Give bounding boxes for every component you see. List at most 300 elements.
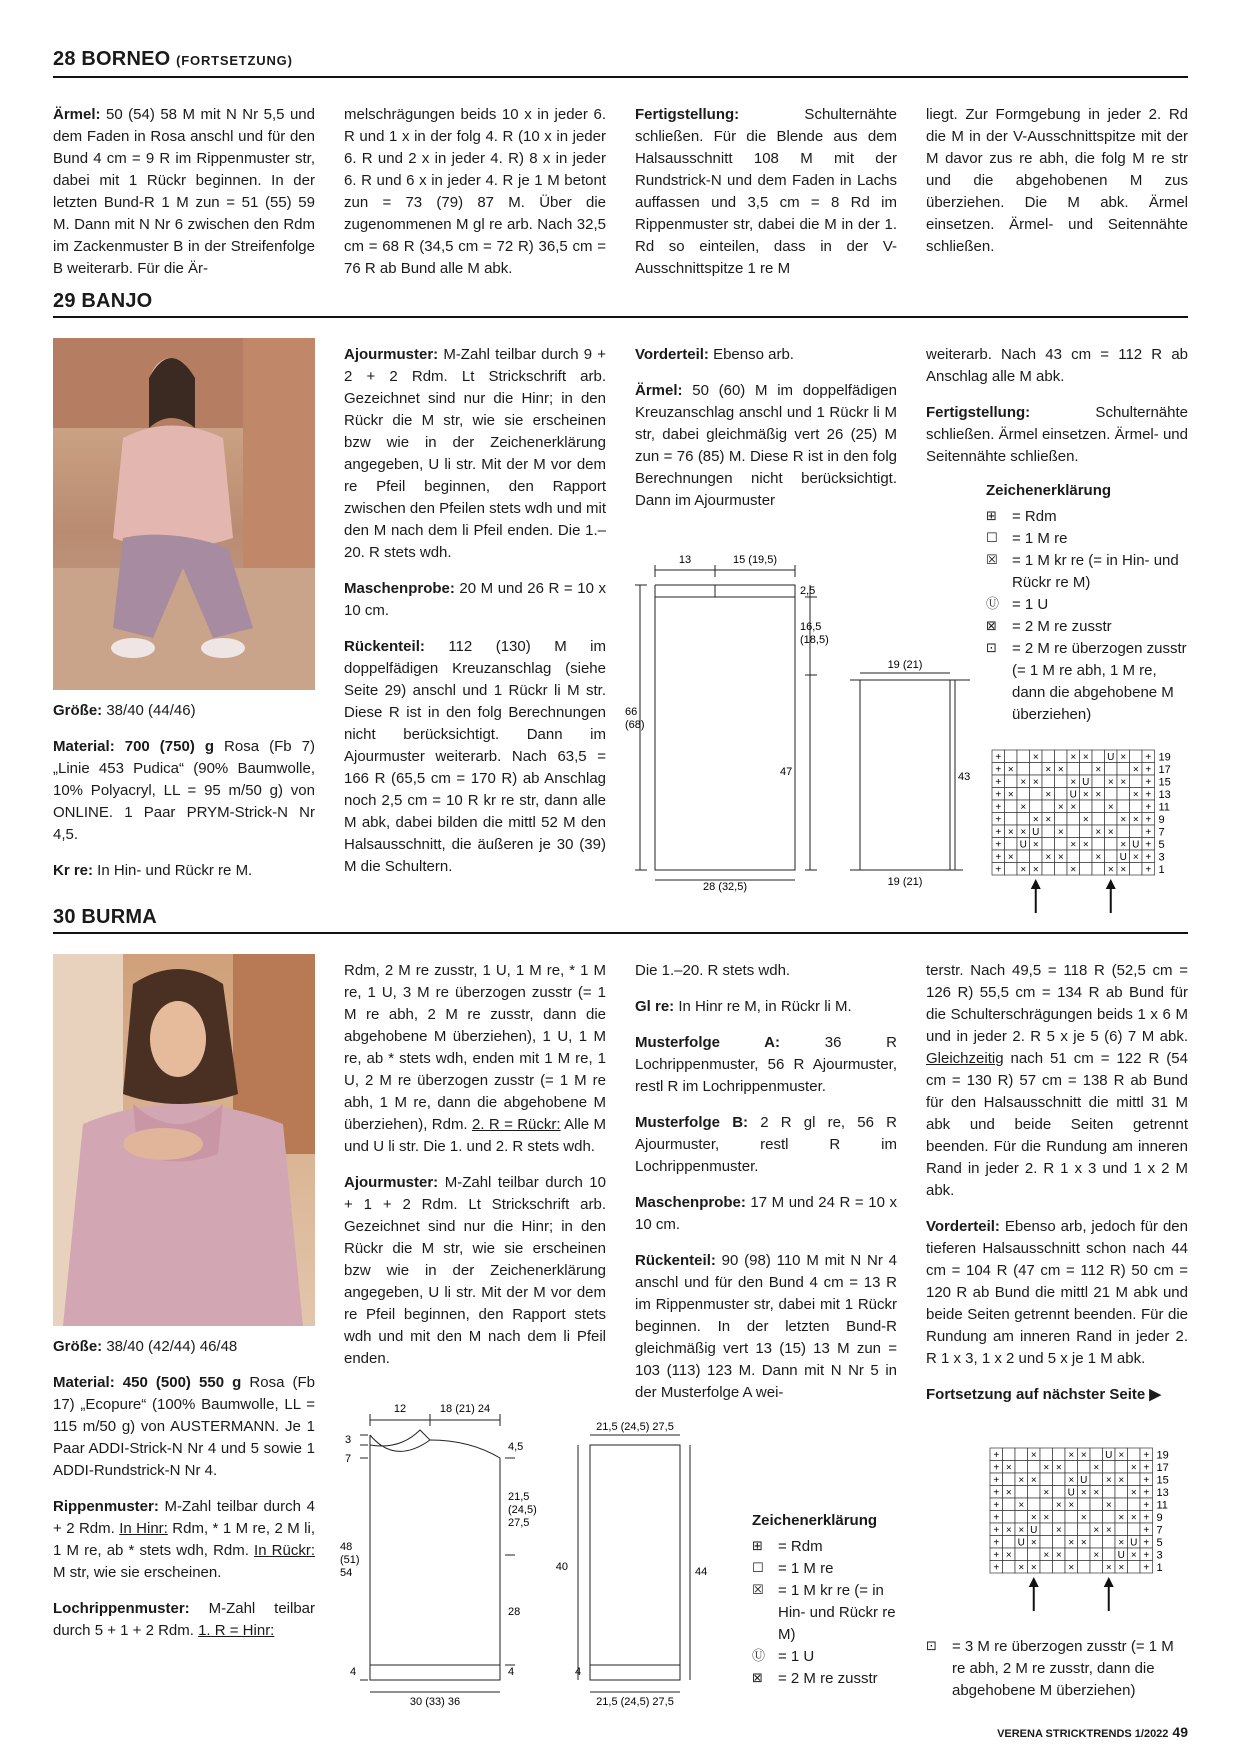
legend-text: = 2 M re zusstr (778, 1670, 878, 1687)
chart-symbol: + (993, 1512, 1000, 1524)
dim-label: 13 (678, 554, 692, 566)
chart-symbol: + (1143, 1487, 1150, 1499)
chart-cell (1117, 825, 1130, 838)
chart-cell (1065, 1548, 1078, 1561)
text-column: Größe: 38/40 (42/44) 46/48 Material: 450 (500) 550 g Rosa (Fb 17) „Ecopure“ (100% Baumwolle, LL = 115 m/50 g) von AUSTERMANN. Je 1 Paar ADDI-Strick-N Nr 4 und 5 sowie 1 ADDI-Rundstrick-N Nr 4. Rippenmuster: M-Zahl teilbar durch 4 + 2 Rdm. In Hinr: Rdm, * 1 M re, 2 M li, 1 M re, ab * stets wdh, Rdm. In Rückr: M str, wie sie erscheinen. Lochrippenmuster: M-Zahl teilbar durch 5 + 1 + 2 Rdm. 1. R = Hinr: (53, 1338, 315, 1639)
chart-cell (1055, 750, 1068, 763)
text-column: Ärmel: 50 (54) 58 M mit N Nr 5,5 und dem Faden in Rosa anschl und für den Bund 4 cm = 9 R im Rippenmuster str, dabei mit 1 Rückr beginnen. In der letzten Bund-R 1 M zun = 51 (55) 59 M. Dann mit N Nr 6 zwischen den Rdm im Zackenmuster B in der Streifenfolge B weiterarb. Für die Är- (53, 106, 315, 277)
section-header-28 (53, 48, 1188, 78)
chart-symbol: × (1082, 814, 1089, 826)
chart-symbol: U (1032, 827, 1040, 838)
row-number: 7 (1158, 826, 1165, 839)
row-number: 3 (1156, 1549, 1163, 1562)
dim-label: 16,5 (800, 621, 822, 633)
chart-cell (1115, 1461, 1128, 1474)
chart-symbol: × (1068, 1475, 1075, 1486)
chart-symbol: × (1070, 752, 1077, 763)
dim-label: 21,5 (508, 1491, 530, 1503)
chart-cell (1067, 763, 1080, 776)
chart-cell (1042, 750, 1055, 763)
chart-cell (1092, 813, 1105, 826)
schematic-diagram-30 (340, 1400, 760, 1710)
chart-symbol: × (1068, 1500, 1075, 1511)
chart-cell (1115, 1486, 1128, 1499)
chart-symbol: + (1143, 1512, 1150, 1524)
row-number: 11 (1156, 1499, 1168, 1512)
chart-cell (1067, 825, 1080, 838)
chart-cell (1092, 838, 1105, 851)
dim-label: 48 (340, 1541, 353, 1553)
chart-symbol: × (1057, 802, 1064, 813)
legend-symbol-icon: ⊠ (752, 1671, 763, 1686)
chart-symbol: × (1095, 789, 1102, 801)
chart-cell (1067, 850, 1080, 863)
chart-symbol: + (1145, 814, 1152, 826)
chart-cell (1092, 800, 1105, 813)
chart-cell (1055, 838, 1068, 851)
row-number: 3 (1158, 851, 1165, 864)
chart-symbol: × (1068, 1562, 1075, 1574)
chart-symbol: × (1132, 852, 1139, 863)
dim-label: 40 (555, 1561, 568, 1573)
chart-cell (1103, 1461, 1116, 1474)
legend-text: = 1 M re (1012, 530, 1068, 547)
chart-cell (1117, 763, 1130, 776)
chart-cell (1092, 863, 1105, 876)
decrease-symbol-icon: ⊡ (926, 1639, 937, 1654)
chart-cell (1003, 1536, 1016, 1549)
chart-symbol: U (1119, 852, 1127, 863)
legend-extra-30: ⊡ = 3 M re überzogen zusstr (= 1 M re abh, 2 M re zusstr, dann die abgehobene M überziehen) (926, 1636, 1188, 1702)
arrow-head-icon (1029, 1577, 1039, 1587)
legend-row (752, 1668, 912, 1690)
dim-label: 4 (508, 1666, 515, 1678)
dim-label: 3 (345, 1434, 352, 1446)
chart-symbol: × (1043, 1462, 1050, 1474)
chart-cell (1080, 763, 1093, 776)
chart-symbol: + (1145, 802, 1152, 813)
chart-symbol: × (1032, 864, 1039, 876)
dim-label: (24,5) (508, 1504, 537, 1516)
legend-symbol-icon: ⊞ (752, 1539, 763, 1554)
legend-row (752, 1558, 912, 1580)
chart-symbol: × (1130, 1550, 1137, 1561)
chart-symbol: × (1018, 1500, 1025, 1511)
chart-symbol: + (1143, 1525, 1150, 1536)
row-number: 15 (1158, 776, 1171, 789)
chart-symbol: × (1107, 864, 1114, 876)
legend-row (986, 550, 1188, 594)
chart-symbol: × (1120, 839, 1127, 851)
chart-symbol: U (1030, 1525, 1038, 1536)
chart-cell (1103, 1511, 1116, 1524)
dim-label: 30 (33) 36 (409, 1696, 461, 1708)
chart-symbol: + (1145, 777, 1152, 788)
dim-label: 4,5 (508, 1441, 524, 1453)
chart-symbol: × (1093, 1462, 1100, 1474)
chart-symbol: + (993, 1537, 1000, 1549)
dim-label: 27,5 (508, 1517, 530, 1529)
dim-label: (51) (340, 1554, 360, 1566)
chart-symbol: × (1095, 764, 1102, 776)
chart-symbol: × (1080, 1537, 1087, 1549)
section-subtitle: (FORTSETZUNG) (176, 53, 293, 68)
chart-symbol: × (1080, 1487, 1087, 1499)
chart-cell (1040, 1498, 1053, 1511)
chart-symbol: × (1070, 839, 1077, 851)
chart-symbol: × (1005, 1550, 1012, 1561)
chart-cell (1005, 800, 1018, 813)
chart-cell (1042, 863, 1055, 876)
chart-symbol: + (1145, 839, 1152, 851)
chart-symbol: + (1145, 789, 1152, 801)
legend-list (752, 1536, 912, 1690)
knitting-chart-30 (990, 1448, 1188, 1618)
chart-cell (1128, 1498, 1141, 1511)
chart-symbol: × (1005, 1487, 1012, 1499)
text-column: Ajourmuster: M-Zahl teilbar durch 9 + 2 + 2 Rdm. Lt Strickschrift arb. Gezeichnet sind nur die Hinr; in den Rückr die M str, wie sie erscheinen bzw wie in der Zeichenerklärung angegeben, U li str. Mit der M vor dem re Pfeil beginnen, den Rapport zwischen den Pfeilen stets wdh und mit den M nach dem li Pfeil enden. Die 1.–20. R stets wdh. Maschenprobe: 20 M und 26 R = 10 x 10 cm. Rückenteil: 112 (130) M im doppelfädigen Kreuzanschlag (siehe Seite 29) anschl und 1 Rückr li M str. Diese R ist in den folg Berechnungen nicht berücksichtigt. Dann im Ajourmuster weiterarb. Nach 63,5 = 166 R (65,5 cm = 170 R) ab Anschlag noch 2,5 cm = 10 R kr re str, dann alle M abk, dabei bilden die mittl 52 M den Halsausschnitt, die äußeren je 30 (39) M die Schultern. (344, 346, 606, 875)
chart-symbol: × (1057, 827, 1064, 838)
chart-symbol: × (1070, 802, 1077, 813)
chart-cell (1065, 1523, 1078, 1536)
chart-cell (1005, 863, 1018, 876)
chart-symbol: × (1082, 752, 1089, 763)
legend-text: = 2 M re überzogen zusstr (= 1 M re abh, 1 M re, dann die abgehobene M überziehen) (1012, 640, 1187, 723)
chart-symbol: × (1068, 1450, 1075, 1461)
chart-cell (1015, 1461, 1028, 1474)
chart-symbol: × (1030, 1512, 1037, 1524)
chart-symbol: + (1143, 1550, 1150, 1561)
chart-symbol: + (1145, 752, 1152, 763)
chart-cell (1040, 1536, 1053, 1549)
chart-cell (1090, 1511, 1103, 1524)
chart-symbol: × (1070, 777, 1077, 788)
chart-cell (1130, 825, 1143, 838)
chart-symbol: × (1120, 777, 1127, 788)
chart-cell (1103, 1548, 1116, 1561)
legend-text: = 1 M kr re (= in Hin- und Rückr re M) (1012, 552, 1179, 591)
chart-symbol: × (1055, 1525, 1062, 1536)
arrow-head-icon (1031, 879, 1041, 889)
chart-symbol: + (993, 1462, 1000, 1474)
row-number: 1 (1158, 864, 1165, 876)
chart-cell (1003, 1448, 1016, 1461)
chart-cell (1040, 1561, 1053, 1574)
chart-symbol: × (1018, 1562, 1025, 1574)
chart-symbol: × (1043, 1512, 1050, 1524)
chart-cell (1042, 838, 1055, 851)
chart-cell (1115, 1523, 1128, 1536)
chart-symbol: × (1107, 777, 1114, 788)
chart-symbol: U (1082, 777, 1090, 788)
chart-symbol: × (1132, 814, 1139, 826)
chart-cell (1053, 1486, 1066, 1499)
chart-cell (1105, 838, 1118, 851)
chart-symbol: + (993, 1450, 1000, 1461)
chart-symbol: × (1055, 1500, 1062, 1511)
legend-symbol-icon: Ⓤ (986, 597, 1000, 612)
chart-symbol: × (1130, 1512, 1137, 1524)
chart-symbol: × (1030, 1450, 1037, 1461)
chart-cell (1130, 800, 1143, 813)
chart-cell (1003, 1473, 1016, 1486)
legend-text: = 2 M re zusstr (1012, 618, 1112, 635)
model-photo (53, 338, 315, 690)
chart-symbol: × (1107, 802, 1114, 813)
chart-symbol: × (1005, 1462, 1012, 1474)
chart-cell (1028, 1498, 1041, 1511)
chart-symbol: + (1143, 1475, 1150, 1486)
legend-symbol-icon: ☒ (986, 553, 998, 568)
chart-symbol: × (1057, 852, 1064, 863)
row-number: 9 (1158, 814, 1165, 826)
chart-symbol: × (1020, 864, 1027, 876)
chart-symbol: + (995, 752, 1002, 763)
chart-cell (1130, 775, 1143, 788)
chart-symbol: × (1118, 1537, 1125, 1549)
chart-symbol: + (1145, 827, 1152, 838)
chart-symbol: + (995, 789, 1002, 801)
chart-symbol: × (1045, 764, 1052, 776)
chart-symbol: × (1118, 1475, 1125, 1486)
chart-symbol: × (1018, 1475, 1025, 1486)
dim-label: 66 (625, 706, 638, 718)
chart-symbol: + (995, 802, 1002, 813)
legend-text: = 1 M re (778, 1560, 834, 1577)
chart-symbol: × (1043, 1550, 1050, 1561)
chart-symbol: + (1143, 1500, 1150, 1511)
chart-cell (1017, 750, 1030, 763)
chart-cell (1030, 763, 1043, 776)
text-column: Die 1.–20. R stets wdh. Gl re: In Hinr re M, in Rückr li M. Musterfolge A: 36 R Lochrippenmuster, 56 R Ajourmuster, restl R im Lochrippenmuster. Musterfolge B: 2 R gl re, 56 R Ajourmuster, restl R im Lochrippenmuster. Maschenprobe: 17 M und 24 R = 10 x 10 cm. Rückenteil: 90 (98) 110 M mit N Nr 4 anschl und für den Bund 4 cm = 13 R im Rippenmuster str, dabei mit 1 Rückr beginnen. In der letzten Bund-R gleichmäßig vert 13 (15) 13 M zun = 103 (113) 123 M. Dann mit N Nr 5 in der Musterfolge A wei- (635, 962, 897, 1401)
chart-symbol: + (1143, 1562, 1150, 1574)
chart-cell (1053, 1536, 1066, 1549)
legend-symbol-icon: ☐ (986, 531, 998, 546)
chart-cell (1005, 750, 1018, 763)
chart-cell (1015, 1548, 1028, 1561)
chart-cell (1055, 775, 1068, 788)
chart-symbol: U (1130, 1537, 1138, 1549)
chart-symbol: + (1143, 1450, 1150, 1461)
chart-symbol: × (1055, 1550, 1062, 1561)
chart-symbol: × (1070, 864, 1077, 876)
chart-cell (1130, 863, 1143, 876)
text-column: liegt. Zur Formgebung in jeder 2. Rd die M in der V-Ausschnittspitze mit der M davor zus re abh, die folg M re str und die abgehobenen M zus überziehen. Die M abk. Ärmel einsetzen. Ärmel- und Seitennähte schließen. (926, 106, 1188, 255)
chart-cell (1090, 1561, 1103, 1574)
dim-label: (68) (625, 719, 645, 731)
dim-label: 15 (19,5) (732, 554, 778, 566)
legend-29 (986, 480, 1188, 726)
chart-symbol: × (1030, 1475, 1037, 1486)
chart-cell (1005, 838, 1018, 851)
chart-symbol: + (995, 777, 1002, 788)
chart-cell (1042, 775, 1055, 788)
chart-symbol: × (1032, 839, 1039, 851)
chart-symbol: × (1007, 852, 1014, 863)
chart-cell (1067, 813, 1080, 826)
chart-cell (1090, 1498, 1103, 1511)
chart-symbol: × (1068, 1537, 1075, 1549)
legend-row (752, 1580, 912, 1646)
chart-cell (1015, 1486, 1028, 1499)
section-header-30 (53, 906, 1188, 934)
row-number: 11 (1158, 801, 1170, 814)
chart-cell (1065, 1461, 1078, 1474)
legend-row (752, 1536, 912, 1558)
chart-cell (1103, 1486, 1116, 1499)
chart-cell (1028, 1548, 1041, 1561)
chart-symbol: × (1080, 1450, 1087, 1461)
dim-label: 43 (958, 771, 971, 783)
chart-cell (1065, 1511, 1078, 1524)
legend-row (986, 594, 1188, 616)
chart-symbol: U (1067, 1487, 1075, 1499)
chart-cell (1103, 1536, 1116, 1549)
chart-symbol: × (1080, 1512, 1087, 1524)
text-column: terstr. Nach 49,5 = 118 R (52,5 cm = 126 R) 55,5 cm = 134 R ab Bund für die Schulterschrägungen beids 1 x 6 M und in jeder 2. R 5 x je 5 (6) 7 M abk. Gleichzeitig nach 51 cm = 122 R (54 cm = 130 R) 57 cm = 138 R ab Bund für den Halsausschnitt die mittl 31 M abk und beide Seiten getrennt beenden. Für die Rundung am inneren Rand in jeder 2. R 1 x 3 und 1 x 2 M abk. Vorderteil: Ebenso arb, jedoch für den tieferen Halsausschnitt schon nach 44 cm = 104 R (47 cm = 112 R) 50 cm = 120 R ab Bund die mittl 21 M abk und beide Seiten getrennt beenden. Für die Rundung am inneren Rand in jeder 2. R 1 x 3, 1 x 2 und 5 x je 1 M abk. Fortsetzung auf nächster Seite ▶ (926, 960, 1188, 1420)
dim-label: 2,5 (800, 585, 816, 597)
chart-symbol: × (1082, 789, 1089, 801)
chart-cell (1042, 800, 1055, 813)
chart-symbol: + (1143, 1537, 1150, 1549)
chart-symbol: + (1145, 764, 1152, 776)
chart-cell (1030, 788, 1043, 801)
chart-cell (1042, 825, 1055, 838)
chart-cell (1003, 1498, 1016, 1511)
legend-symbol-icon: ☒ (752, 1583, 764, 1598)
text-column: Vorderteil: Ebenso arb. Ärmel: 50 (60) M im doppelfädigen Kreuzanschlag anschl und 1 Rückr li M str, dabei gleichmäßig vert 26 (25) M zun = 76 (85) M. Diese R ist in den folg Berechnungen nicht berücksichtigt. Dann im Ajourmuster (635, 346, 897, 509)
dim-label: 4 (575, 1666, 582, 1678)
chart-cell (1040, 1448, 1053, 1461)
chart-cell (1078, 1548, 1091, 1561)
chart-cell (1128, 1448, 1141, 1461)
chart-symbol: × (1118, 1450, 1125, 1461)
row-number: 13 (1156, 1487, 1169, 1499)
chart-symbol: × (1082, 839, 1089, 851)
chart-symbol: × (1118, 1562, 1125, 1574)
chart-symbol: × (1007, 764, 1014, 776)
chart-symbol: U (1107, 752, 1115, 763)
chart-symbol: × (1045, 789, 1052, 801)
chart-symbol: × (1120, 752, 1127, 763)
chart-symbol: + (993, 1550, 1000, 1561)
text-column: Fertigstellung: Schulternähte schließen. Für die Blende aus dem Halsausschnitt 108 M mit der Rundstrick-N und dem Faden in Lachs auffassen und 3,5 cm = 8 Rd im Rippenmuster str, dabei die M in der 1. Rd so einteilen, dass in der V-Ausschnittspitze 1 re M (635, 106, 897, 277)
chart-cell (1117, 800, 1130, 813)
row-number: 13 (1158, 789, 1171, 801)
chart-symbol: × (1120, 864, 1127, 876)
chart-symbol: × (1130, 1462, 1137, 1474)
chart-symbol: U (1017, 1537, 1025, 1549)
section-title: 29 BANJO (53, 290, 153, 312)
chart-cell (1030, 800, 1043, 813)
legend-text: = 1 U (778, 1648, 815, 1665)
legend-text: = 1 U (1012, 596, 1049, 613)
legend-list (986, 506, 1188, 726)
dim-label: (18,5) (800, 634, 829, 646)
chart-symbol: × (1007, 827, 1014, 838)
chart-symbol: + (995, 764, 1002, 776)
chart-symbol: × (1132, 789, 1139, 801)
continued-note: Fortsetzung auf nächster Seite ▶ (926, 1386, 1161, 1403)
chart-symbol: + (995, 864, 1002, 876)
chart-symbol: × (1057, 764, 1064, 776)
chart-symbol: × (1032, 752, 1039, 763)
legend-30 (752, 1510, 912, 1690)
section-title: 30 BURMA (53, 906, 157, 928)
dim-label: 19 (21) (887, 659, 923, 671)
row-number: 5 (1156, 1537, 1163, 1549)
legend-symbol-icon: ⊠ (986, 619, 997, 634)
chart-cell (1092, 775, 1105, 788)
chart-symbol: × (1032, 777, 1039, 788)
chart-cell (1105, 788, 1118, 801)
chart-cell (1090, 1473, 1103, 1486)
chart-cell (1078, 1461, 1091, 1474)
legend-symbol-icon: ⊡ (986, 641, 997, 656)
chart-symbol: × (1095, 852, 1102, 863)
chart-cell (1105, 850, 1118, 863)
legend-symbol-icon: ⊞ (986, 509, 997, 524)
magazine-name: VERENA STRICKTRENDS 1/2022 (997, 1728, 1169, 1740)
row-number: 7 (1156, 1524, 1163, 1537)
chart-cell (1030, 850, 1043, 863)
chart-symbol: × (1105, 1500, 1112, 1511)
text-column: melschrägungen beids 10 x in jeder 6. R und 1 x in der folg 4. R (10 x in jeder 6. R und 2 x in jeder 4. R) 8 x in jeder 6. R und 6 x in jeder 4. R je 1 M betont zun = 73 (79) 87 M. Über die zugenommenen M gl re arb. Nach 32,5 cm = 68 R (34,5 cm = 72 R) 36,5 cm = 76 R ab Bund alle M abk. (344, 106, 606, 277)
chart-symbol: × (1107, 827, 1114, 838)
dim-label: 21,5 (24,5) 27,5 (596, 1696, 674, 1708)
row-number: 17 (1156, 1462, 1169, 1474)
legend-text: = Rdm (778, 1538, 823, 1555)
legend-row (752, 1646, 912, 1668)
chart-symbol: × (1005, 1525, 1012, 1536)
dim-label: 44 (695, 1566, 708, 1578)
dim-label: 28 (32,5) (702, 881, 748, 893)
row-number: 15 (1156, 1474, 1169, 1487)
chart-cell (1080, 863, 1093, 876)
chart-cell (1055, 813, 1068, 826)
chart-symbol: × (1020, 777, 1027, 788)
chart-cell (1078, 1561, 1091, 1574)
chart-cell (1053, 1511, 1066, 1524)
chart-cell (1117, 788, 1130, 801)
chart-symbol: × (1045, 852, 1052, 863)
chart-cell (1005, 775, 1018, 788)
chart-symbol: U (1132, 839, 1140, 851)
chart-symbol: × (1093, 1525, 1100, 1536)
chart-symbol: U (1069, 789, 1077, 801)
legend-title: Zeichenerklärung (752, 1512, 878, 1529)
chart-symbol: × (1018, 1525, 1025, 1536)
chart-cell (1080, 850, 1093, 863)
legend-symbol-icon: Ⓤ (752, 1649, 766, 1664)
row-number: 19 (1158, 751, 1171, 764)
chart-symbol: + (993, 1562, 1000, 1574)
chart-symbol: × (1095, 827, 1102, 838)
chart-symbol: × (1120, 814, 1127, 826)
chart-cell (1015, 1448, 1028, 1461)
section-header-29 (53, 290, 1188, 318)
legend-row (986, 506, 1188, 528)
chart-cell (1003, 1561, 1016, 1574)
chart-cell (1105, 763, 1118, 776)
legend-row (986, 638, 1188, 726)
chart-cell (1115, 1498, 1128, 1511)
chart-symbol: × (1105, 1475, 1112, 1486)
text-column: Rdm, 2 M re zusstr, 1 U, 1 M re, * 1 M re, 1 U, 3 M re überzogen zusstr (= 1 M re abh, 2 M re zusstr, dann die abgehobene M überziehen), 1 U, 1 M re, ab * stets wdh, enden mit 1 M re, 1 U, 2 M re überzogen zusstr (= 1 M re abh, 1 M re, dann die abgehobene M überziehen), Rdm. 2. R = Rückr: Alle M und U li str. Die 1. und 2. R stets wdh. Ajourmuster: M-Zahl teilbar durch 10 + 1 + 2 Rdm. Lt Strickschrift arb. Gezeichnet sind nur die Hinr; in den Rückr die M str, wie sie erscheinen bzw wie in der Zeichenerklärung angegeben, U li str. Mit der M vor dem re Pfeil beginnen, den Rapport stets wdh und mit den M nach dem li Pfeil enden. (344, 962, 606, 1367)
chart-symbol: × (1105, 1562, 1112, 1574)
chart-cell (1130, 750, 1143, 763)
dim-label: 18 (21) 24 (439, 1403, 491, 1415)
